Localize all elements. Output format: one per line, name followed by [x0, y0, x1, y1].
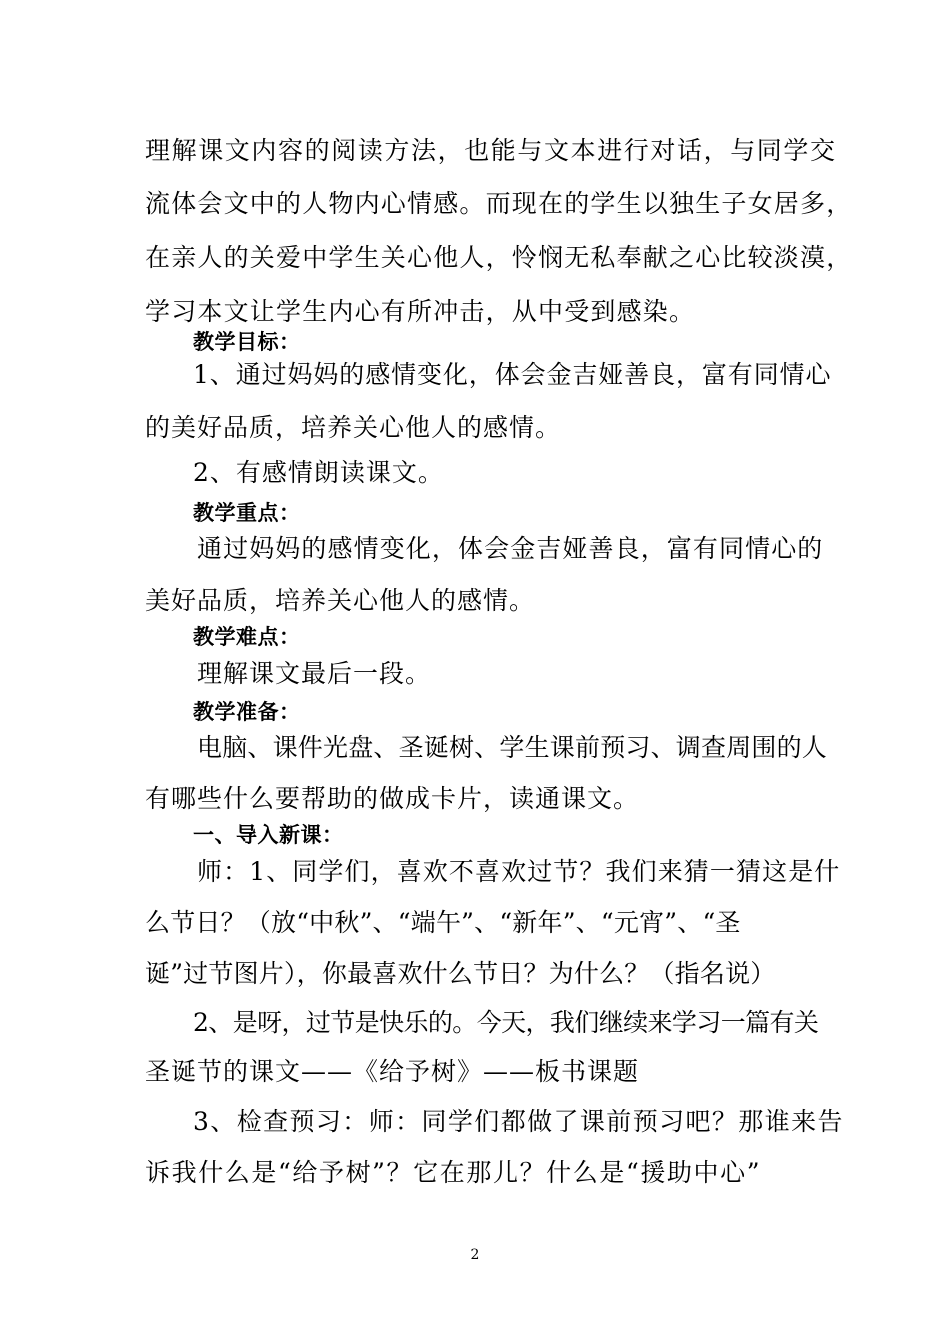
paragraph-line: 圣诞节的课文——《给予树》——板书课题: [145, 1057, 640, 1086]
section-heading: 教学准备：: [193, 700, 301, 724]
paragraph-line: 师：1、同学们，喜欢不喜欢过节？我们来猜一猜这是什: [197, 857, 841, 886]
paragraph-line: 的美好品质，培养关心他人的感情。: [145, 413, 562, 442]
paragraph-line: 有哪些什么要帮助的做成卡片，读通课文。: [145, 784, 640, 813]
section-heading: 教学重点：: [193, 501, 301, 525]
section-heading: 教学目标：: [193, 330, 301, 354]
paragraph-line: 2、是呀，过节是快乐的。今天，我们继续来学习一篇有关: [193, 1008, 819, 1037]
section-heading: 一、导入新课：: [193, 823, 344, 847]
paragraph-line: 诞”过节图片），你最喜欢什么节日？为什么？（指名说）: [145, 959, 776, 988]
paragraph-line: 美好品质，培养关心他人的感情。: [145, 586, 536, 615]
paragraph-line: 通过妈妈的感情变化，体会金吉娅善良，富有同情心的: [197, 534, 824, 563]
page-number: 2: [470, 1247, 480, 1263]
paragraph-line: 理解课文内容的阅读方法，也能与文本进行对话，与同学交: [145, 136, 837, 165]
paragraph-line: 理解课文最后一段。: [197, 659, 432, 688]
paragraph-line: 诉我什么是“给予树”？它在那儿？什么是“援助中心”: [145, 1158, 762, 1187]
paragraph-line: 么节日？（放“中秋”、“端午”、“新年”、“元宵”、“圣: [145, 908, 741, 937]
paragraph-line: 2、有感情朗读课文。: [193, 458, 444, 487]
paragraph-line: 电脑、课件光盘、圣诞树、学生课前预习、调查周围的人: [197, 733, 828, 762]
paragraph-line: 学习本文让学生内心有所冲击，从中受到感染。: [145, 297, 696, 326]
paragraph-line: 在亲人的关爱中学生关心他人，怜悯无私奉献之心比较淡漠，: [145, 243, 853, 272]
paragraph-line: 1、通过妈妈的感情变化，体会金吉娅善良，富有同情心: [193, 360, 832, 389]
section-heading: 教学难点：: [193, 625, 301, 649]
paragraph-line: 流体会文中的人物内心情感。而现在的学生以独生子女居多，: [145, 189, 853, 218]
paragraph-line: 3、检查预习：师：同学们都做了课前预习吧？那谁来告: [193, 1107, 844, 1136]
